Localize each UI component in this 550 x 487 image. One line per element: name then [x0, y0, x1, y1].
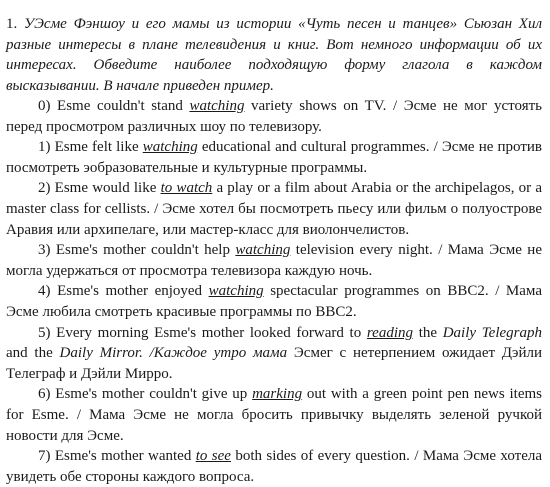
answer-item-7 [6, 446, 542, 487]
answer-item-6 [6, 384, 542, 446]
verb-form: to watch [160, 180, 213, 197]
verb-form: watching [142, 139, 198, 156]
verb-form: watching [189, 98, 245, 114]
item-text: a play or a film about Arabia or the archipelagos, or a master class for cellists. / Эсме хотел бы посмотреть пьесу или фильм о полуострове Аравия или архипелаге, или мастер-класс для виолончелистов. [6, 180, 542, 238]
answer-item-1 [6, 137, 542, 178]
item-text: Эсмег с нетерпением ожидает Дэйли Телеграф и Дэйли Миррo. [6, 345, 543, 382]
task-text: УЭсме Фэншоу и его мамы из истории «Чуть песен и танцев» Сьюзан Хил разные интересы в плане телевидения и книг. Вот немного информации об их интересах. Обведите наиболее подходящую форму глагола в каждом высказывании. В начале приведен пример. [6, 16, 542, 94]
newspaper-title: Daily Mirror. [59, 345, 143, 362]
task-number: 1. [6, 16, 18, 32]
item-text: television every night. / Мама Эсме не могла удержаться от просмотра телевизора каждую ночь. [6, 242, 542, 279]
item-text: 7) Esme's mother wanted [38, 448, 196, 465]
item-text: 4) Esme's mother enjoyed [38, 283, 209, 300]
item-text: the [413, 324, 443, 341]
task-instruction [6, 14, 542, 96]
item-text: out with a green point pen news items for Esme. / Мама Эсме не могла бросить привычку выделять зеленой ручкой новости для Эсме. [6, 386, 543, 444]
item-text: 2) Esme would like [38, 180, 161, 197]
verb-form: watching [208, 283, 264, 300]
item-text: educational and cultural programmes. / Эсме не против посмотреть эобразовательные и культурные программы. [6, 139, 542, 176]
answer-item-3 [6, 240, 542, 281]
answer-item-4 [6, 281, 542, 322]
item-text: 1) Esme felt like [38, 139, 143, 156]
answer-list [6, 96, 542, 487]
answer-item-5 [6, 323, 542, 385]
item-text: 0) Esme couldn't stand [38, 98, 190, 114]
verb-form: watching [235, 242, 291, 259]
item-text: 5) Every morning Esme's mother looked forward to [38, 324, 367, 341]
item-text: and the [6, 345, 60, 362]
item-text: 6) Esme's mother couldn't give up [38, 386, 253, 403]
item-text: 3) Esme's mother couldn't help [38, 242, 236, 259]
verb-form: reading [366, 324, 414, 341]
answer-item-0 [6, 96, 542, 137]
item-text: spectacular programmes on BBC2. / Мама Эсме любила смотреть красивые программы по BBC2. [6, 283, 542, 320]
verb-form: marking [252, 386, 303, 403]
item-text: variety shows on TV. / Эсме не мог устоять перед просмотром различных шоу по телевизору. [6, 98, 542, 135]
verb-form: to see [195, 448, 231, 465]
answer-item-2 [6, 178, 542, 240]
item-text: both sides of every question. / Мама Эсме хотела увидеть обе стороны каждого вопроса. [6, 448, 542, 485]
translation-italic: /Каждое утро мама [142, 345, 288, 362]
newspaper-title: Daily Telegraph [442, 324, 542, 341]
